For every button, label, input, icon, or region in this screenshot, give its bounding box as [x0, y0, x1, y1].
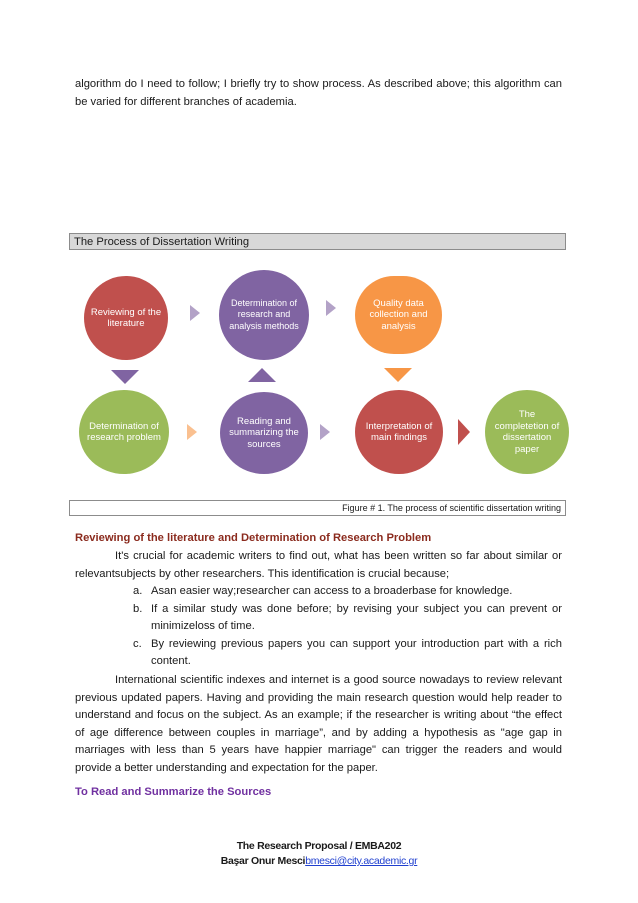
- footer-author-line: [0, 855, 638, 867]
- list-item: b. If a similar study was done before; by revising your subject you can prevent or minimizeloss of time.: [133, 602, 562, 633]
- arrow-right-icon: [320, 424, 330, 440]
- step-reviewing-literature: Reviewing of the literature: [84, 276, 168, 360]
- step-determination-methods: Determination of research and analysis methods: [219, 270, 309, 360]
- footer-email-link[interactable]: bmesci@city.academic.gr: [305, 855, 418, 867]
- arrow-up-icon: [248, 368, 276, 382]
- arrow-right-icon: [190, 305, 200, 321]
- step-determination-problem: Determination of research problem: [79, 390, 169, 474]
- arrow-right-icon: [326, 300, 336, 316]
- arrow-down-icon: [384, 368, 412, 382]
- section-heading-literature: Reviewing of the literature and Determination of Research Problem: [75, 532, 432, 544]
- paragraph-crucial: It's crucial for academic writers to find out, what has been written so far about similar or relevantsubjects by other researchers. This identification is crucial because;: [75, 550, 562, 580]
- reasons-list: [133, 583, 562, 671]
- figure-title: The Process of Dissertation Writing: [69, 233, 566, 250]
- paragraph-indexes: International scientific indexes and internet is a good source nowadays to review relevant previous updated papers. Having and providing the main research question would help reader to understand and focus on the subject. As an example; if the researcher is writing about “the effect of age difference between couples in marriage”, and by adding a hypothesis as "age gap in marriages with less than 5 years have happier marriage" can trigger the readers and would provide a better understanding and expectation for the paper.: [75, 674, 562, 774]
- arrow-down-icon: [111, 370, 139, 384]
- arrow-right-icon: [187, 424, 197, 440]
- arrow-right-icon: [458, 419, 470, 445]
- footer-author: Başar Onur Mesci: [220, 855, 306, 867]
- list-item: c. By reviewing previous papers you can support your introduction part with a rich content.: [133, 637, 562, 668]
- figure-caption: Figure # 1. The process of scientific dissertation writing: [69, 500, 566, 516]
- intro-paragraph: algorithm do I need to follow; I briefly try to show process. As described above; this algorithm can be varied for different branches of academia.: [75, 78, 562, 108]
- step-completion: The completetion of dissertation paper: [485, 390, 569, 474]
- footer-title: The Research Proposal / EMBA202: [236, 840, 402, 852]
- step-reading-summarizing: Reading and summarizing the sources: [220, 392, 308, 474]
- step-interpretation: Interpretation of main findings: [355, 390, 443, 474]
- section-heading-read-summarize: To Read and Summarize the Sources: [75, 786, 272, 798]
- step-quality-data: Quality data collection and analysis: [355, 276, 442, 354]
- list-item: a. Asan easier way;researcher can access to a broaderbase for knowledge.: [133, 585, 513, 597]
